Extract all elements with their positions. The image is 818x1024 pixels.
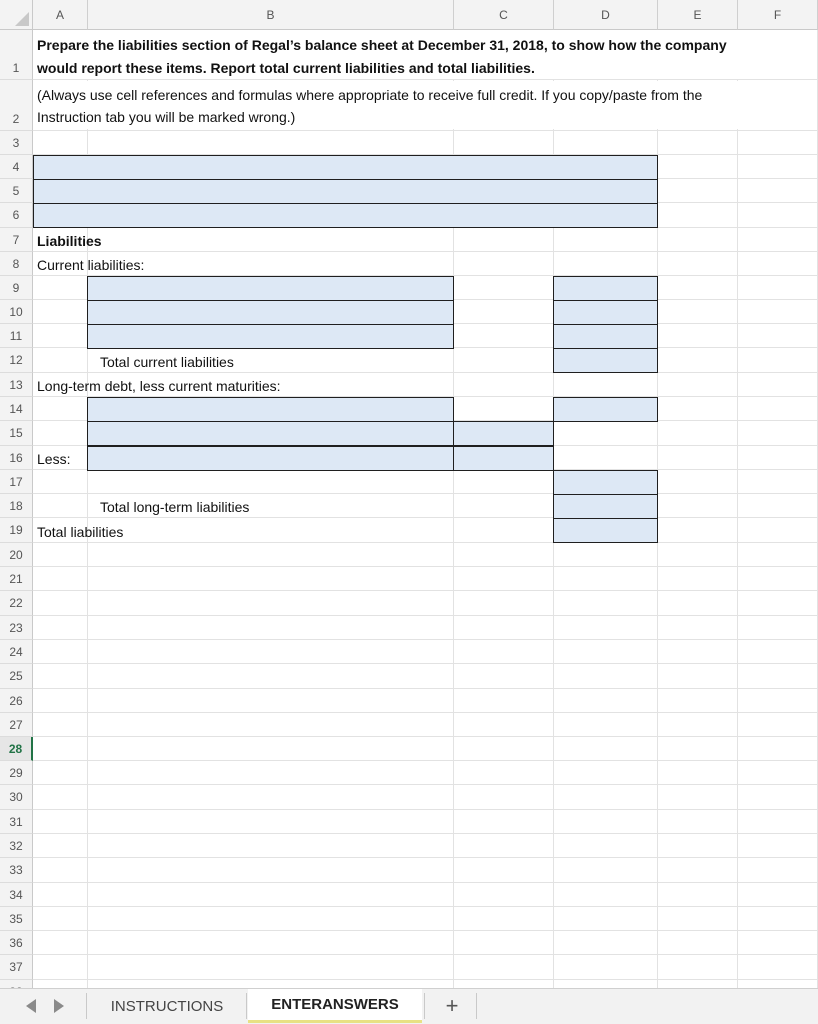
total-long-term-input[interactable]	[553, 494, 658, 519]
heading-input-statement[interactable]	[33, 179, 658, 204]
total-long-term-label: Total long-term liabilities	[100, 499, 250, 515]
grid-row-line	[33, 79, 818, 80]
instruction-line-3: (Always use cell references and formulas where appropriate to receive full credit. If you copy/paste from the	[37, 87, 703, 103]
row-header-13[interactable]: 13	[0, 373, 33, 397]
row-header-23[interactable]: 23	[0, 616, 33, 640]
liabilities-heading: Liabilities	[37, 233, 102, 249]
row-header-1[interactable]: 1	[0, 30, 33, 80]
row-header-32[interactable]: 32	[0, 834, 33, 858]
long-term-name-2[interactable]	[87, 421, 454, 446]
column-header-d[interactable]: D	[554, 0, 658, 30]
row-header-26[interactable]: 26	[0, 689, 33, 713]
row-header-27[interactable]: 27	[0, 713, 33, 737]
grid-row-line	[33, 954, 818, 955]
sheet-tab-bar	[0, 988, 818, 1024]
grid-row-line	[33, 517, 818, 518]
row-header-37[interactable]: 37	[0, 955, 33, 980]
total-current-label: Total current liabilities	[100, 354, 234, 370]
grid-row-line	[33, 251, 818, 252]
select-all-icon	[15, 12, 29, 26]
row-header-7[interactable]: 7	[0, 228, 33, 252]
row-header-28[interactable]: 28	[0, 737, 33, 761]
row-header-33[interactable]: 33	[0, 858, 33, 883]
instruction-line-1: Prepare the liabilities section of Regal’s balance sheet at December 31, 2018, to show how the company	[37, 37, 727, 53]
grid-row-line	[33, 542, 818, 543]
heading-input-date[interactable]	[33, 203, 658, 228]
grid-row-line	[33, 639, 818, 640]
total-liabilities-label: Total liabilities	[37, 524, 124, 540]
row-header-24[interactable]: 24	[0, 640, 33, 664]
row-header-20[interactable]: 20	[0, 543, 33, 567]
row-header-6[interactable]: 6	[0, 203, 33, 228]
column-header-f[interactable]: F	[738, 0, 818, 30]
grid-row-line	[33, 590, 818, 591]
long-term-amount-1[interactable]	[553, 397, 658, 422]
column-header-b[interactable]: B	[88, 0, 454, 30]
grid-row-line	[33, 372, 818, 373]
add-sheet-button[interactable]: +	[445, 993, 459, 1018]
tab-divider	[476, 993, 477, 1019]
grid-row-line	[33, 712, 818, 713]
less-name-input[interactable]	[87, 446, 454, 471]
grid-row-line	[33, 809, 818, 810]
long-term-name-1[interactable]	[87, 397, 454, 422]
row-header-3[interactable]: 3	[0, 131, 33, 155]
row-header-9[interactable]: 9	[0, 276, 33, 300]
long-term-debt-label: Long-term debt, less current maturities:	[37, 378, 281, 394]
grid-row-line	[33, 857, 818, 858]
grid-row-line	[33, 882, 818, 883]
grid-row-line	[33, 493, 818, 494]
current-liability-amount-3[interactable]	[553, 324, 658, 349]
row-header-14[interactable]: 14	[0, 397, 33, 421]
total-liabilities-input[interactable]	[553, 518, 658, 543]
row-header-18[interactable]: 18	[0, 494, 33, 518]
row-header-19[interactable]: 19	[0, 518, 33, 543]
column-header-c[interactable]: C	[454, 0, 554, 30]
grid-row-line	[33, 784, 818, 785]
row-header-34[interactable]: 34	[0, 883, 33, 907]
current-liability-name-2[interactable]	[87, 300, 454, 325]
current-liability-amount-2[interactable]	[553, 300, 658, 325]
row-header-36[interactable]: 36	[0, 931, 33, 955]
row-header-29[interactable]: 29	[0, 761, 33, 785]
row-header-11[interactable]: 11	[0, 324, 33, 348]
tab-enteranswers[interactable]: ENTERANSWERS	[248, 989, 422, 1023]
row-header-17[interactable]: 17	[0, 470, 33, 494]
row-header-12[interactable]: 12	[0, 348, 33, 373]
tab-divider	[246, 993, 247, 1019]
row-header-21[interactable]: 21	[0, 567, 33, 591]
long-term-subamount-2[interactable]	[453, 421, 554, 446]
current-liability-name-3[interactable]	[87, 324, 454, 349]
grid-row-line	[33, 736, 818, 737]
row-header-22[interactable]: 22	[0, 591, 33, 616]
grid-row-line	[33, 615, 818, 616]
grid-row-line	[33, 688, 818, 689]
row-header-4[interactable]: 4	[0, 155, 33, 179]
current-liabilities-label: Current liabilities:	[37, 257, 145, 273]
tab-instructions[interactable]: INSTRUCTIONS	[110, 997, 224, 1015]
row-header-5[interactable]: 5	[0, 179, 33, 203]
net-long-term-input[interactable]	[553, 470, 658, 495]
current-liability-name-1[interactable]	[87, 276, 454, 301]
current-liability-amount-1[interactable]	[553, 276, 658, 301]
grid-row-line	[33, 663, 818, 664]
grid-row-line	[33, 130, 818, 131]
row-header-25[interactable]: 25	[0, 664, 33, 689]
row-header-15[interactable]: 15	[0, 421, 33, 446]
instruction-line-2: would report these items. Report total current liabilities and total liabilities.	[37, 60, 535, 76]
heading-input-company[interactable]	[33, 155, 658, 180]
prev-sheet-icon[interactable]	[26, 999, 36, 1013]
grid-row-line	[33, 906, 818, 907]
row-header-2[interactable]: 2	[0, 80, 33, 131]
row-header-16[interactable]: 16	[0, 446, 33, 470]
select-all-corner[interactable]	[0, 0, 33, 30]
row-header-35[interactable]: 35	[0, 907, 33, 931]
row-header-10[interactable]: 10	[0, 300, 33, 324]
row-header-30[interactable]: 30	[0, 785, 33, 810]
grid-column-line	[737, 30, 738, 988]
tab-divider	[424, 993, 425, 1019]
grid-row-line	[33, 930, 818, 931]
grid-row-line	[33, 566, 818, 567]
instruction-line-4: Instruction tab you will be marked wrong.)	[37, 109, 296, 125]
next-sheet-icon[interactable]	[54, 999, 64, 1013]
row-header-31[interactable]: 31	[0, 810, 33, 834]
column-header-e[interactable]: E	[658, 0, 738, 30]
grid-row-line	[33, 833, 818, 834]
tab-divider	[86, 993, 87, 1019]
grid-row-line	[33, 979, 818, 980]
less-label: Less:	[37, 451, 71, 467]
less-amount-input[interactable]	[453, 446, 554, 471]
total-current-input[interactable]	[553, 348, 658, 373]
column-header-a[interactable]: A	[33, 0, 88, 30]
grid-row-line	[33, 760, 818, 761]
row-header-8[interactable]: 8	[0, 252, 33, 276]
